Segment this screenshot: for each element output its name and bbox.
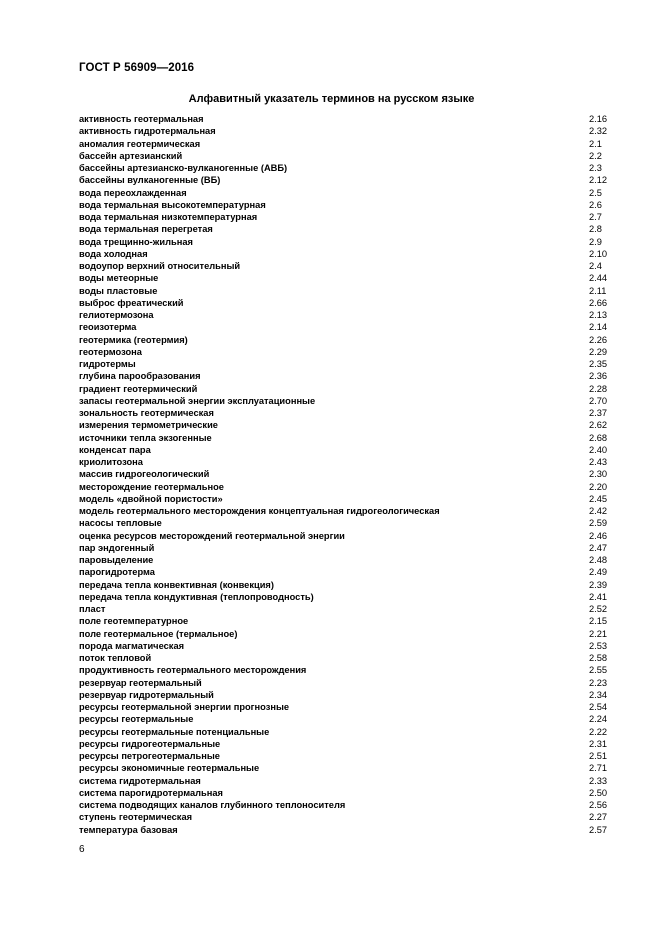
index-term: резервуар геотермальный [79,677,202,688]
index-term: система гидротермальная [79,775,201,786]
index-term-reference: 2.62 [589,420,608,431]
index-term-reference: 2.40 [589,444,608,455]
index-entry [79,272,611,284]
index-term-reference: 2.46 [589,530,608,541]
index-entry [79,787,611,799]
index-entry [79,677,611,689]
index-term: поток тепловой [79,653,152,663]
index-term-reference: 2.7 [589,212,602,222]
index-term-reference: 2.55 [589,665,608,676]
index-term-reference: 2.71 [589,763,608,774]
index-term-reference: 2.36 [589,371,608,382]
index-entry [79,762,611,774]
term-index-list [79,113,611,836]
index-term-reference: 2.31 [589,738,608,749]
index-entry [79,726,611,738]
index-entry [79,395,611,407]
index-entry [79,321,611,333]
index-entry [79,517,611,529]
index-term: система подводящих каналов глубинного теплоносителя [79,800,346,810]
index-entry [79,162,611,174]
index-entry [79,824,611,836]
index-entry [79,236,611,248]
index-term: передача тепла кондуктивная (теплопроводность) [79,591,314,602]
index-term-reference: 2.28 [589,383,608,394]
index-entry [79,125,611,137]
index-term: вода холодная [79,248,148,259]
index-entry [79,530,611,542]
index-term: воды метеорные [79,273,159,284]
index-entry [79,664,611,676]
index-term: вода термальная перегретая [79,224,213,235]
index-term-reference: 2.2 [589,150,602,161]
index-term-reference: 2.41 [589,591,608,602]
index-term: гидротермы [79,359,136,369]
index-entry [79,591,611,603]
index-entry [79,334,611,346]
index-entry [79,652,611,664]
index-entry [79,358,611,370]
index-entry [79,505,611,517]
index-term-reference: 2.9 [589,236,602,247]
index-term-reference: 2.51 [589,751,608,761]
index-entry [79,419,611,431]
index-term: резервуар гидротермальный [79,689,214,700]
index-term-reference: 2.59 [589,518,608,529]
index-entry [79,468,611,480]
index-term: геотермика (геотермия) [79,334,188,345]
index-entry [79,456,611,468]
index-term-reference: 2.43 [589,457,608,467]
index-term-reference: 2.11 [589,285,607,296]
index-term-reference: 2.24 [589,714,608,725]
index-term: ступень геотермическая [79,812,193,823]
index-term-reference: 2.21 [589,628,608,639]
index-entry [79,603,611,615]
index-term-reference: 2.10 [589,248,608,259]
index-term-reference: 2.37 [589,408,608,418]
index-term-reference: 2.8 [589,224,602,235]
index-entry [79,701,611,713]
index-term-reference: 2.42 [589,506,608,516]
index-term: температура базовая [79,824,178,835]
index-term-reference: 2.4 [589,261,602,271]
index-term: измерения термометрические [79,420,218,431]
index-term-reference: 2.3 [589,163,602,173]
index-term: ресурсы петрогеотермальные [79,751,220,761]
index-entry [79,309,611,321]
index-entry [79,383,611,395]
index-term: вода термальная низкотемпературная [79,212,258,222]
index-entry [79,566,611,578]
index-entry [79,285,611,297]
index-entry [79,432,611,444]
index-term-reference: 2.58 [589,653,608,663]
index-entry [79,223,611,235]
index-term-reference: 2.68 [589,432,608,443]
index-term-reference: 2.13 [589,310,608,320]
index-term-reference: 2.29 [589,346,608,357]
index-term: глубина парообразования [79,371,201,382]
index-term: поле геотемпературное [79,616,189,627]
index-term-reference: 2.53 [589,640,608,651]
document-code: ГОСТ Р 56909—2016 [79,62,195,74]
index-term: вода термальная высокотемпературная [79,199,266,210]
index-term: выброс фреатический [79,297,184,308]
index-term-reference: 2.44 [589,273,608,284]
index-entry [79,750,611,762]
index-term: ресурсы гидрогеотермальные [79,738,221,749]
index-term: ресурсы геотермальные [79,714,194,725]
index-term: источники тепла экзогенные [79,432,212,443]
index-entry [79,346,611,358]
index-entry [79,738,611,750]
index-entry [79,174,611,186]
index-term: ресурсы геотермальные потенциальные [79,726,270,737]
index-term-reference: 2.66 [589,297,608,308]
index-entry [79,150,611,162]
page-number: 6 [79,844,85,855]
index-term-reference: 2.54 [589,702,608,712]
index-term: активность гидротермальная [79,126,216,137]
index-term-reference: 2.22 [589,726,608,737]
index-term: пар эндогенный [79,542,155,553]
index-term: вода переохлажденная [79,187,187,198]
index-term-reference: 2.15 [589,616,608,627]
index-term: парогидротерма [79,567,155,578]
index-term-reference: 2.33 [589,775,608,786]
index-entry [79,260,611,272]
index-term: передача тепла конвективная (конвекция) [79,579,274,590]
index-term-reference: 2.1 [589,138,602,149]
index-entry [79,579,611,591]
index-term-reference: 2.26 [589,334,608,345]
index-entry [79,199,611,211]
index-term-reference: 2.39 [589,579,608,590]
index-term-reference: 2.56 [589,800,608,810]
index-term: зональность геотермическая [79,408,214,418]
index-term: пласт [79,604,106,614]
index-term: активность геотермальная [79,114,204,124]
index-term: паровыделение [79,555,154,565]
index-entry [79,370,611,382]
index-term: гелиотермозона [79,310,154,320]
index-term: продуктивность геотермального месторождения [79,665,307,676]
index-term-reference: 2.32 [589,126,608,137]
index-term: геоизотерма [79,322,137,333]
index-entry [79,297,611,309]
index-term: градиент геотермический [79,383,198,394]
index-term-reference: 2.6 [589,199,602,210]
index-entry [79,713,611,725]
index-term-reference: 2.49 [589,567,608,578]
index-term-reference: 2.16 [589,114,608,124]
index-entry [79,811,611,823]
index-entry [79,689,611,701]
index-term: бассейны артезианско-вулканогенные (АВБ) [79,163,288,173]
index-term-reference: 2.52 [589,604,608,614]
index-term-reference: 2.47 [589,542,608,553]
index-term: ресурсы экономичные геотермальные [79,763,260,774]
index-term-reference: 2.12 [589,175,608,186]
index-entry [79,248,611,260]
index-term: бассейны вулканогенные (ВБ) [79,175,221,186]
index-term: модель «двойной пористости» [79,493,223,504]
index-entry [79,554,611,566]
index-term-reference: 2.50 [589,787,608,798]
index-term: месторождение геотермальное [79,481,224,492]
index-term: модель геотермального месторождения концептуальная гидрогеологическая [79,506,440,516]
index-term-reference: 2.45 [589,493,608,504]
index-term-reference: 2.23 [589,677,608,688]
index-term: оценка ресурсов месторождений геотермальной энергии [79,530,345,541]
index-entry [79,799,611,811]
index-entry [79,113,611,125]
index-entry [79,640,611,652]
index-entry [79,138,611,150]
index-term: водоупор верхний относительный [79,261,241,271]
index-term-reference: 2.5 [589,187,602,198]
index-term: воды пластовые [79,285,158,296]
index-term-reference: 2.14 [589,322,608,333]
index-term-reference: 2.48 [589,555,608,565]
index-term-reference: 2.70 [589,395,608,406]
index-term-reference: 2.34 [589,689,608,700]
index-entry [79,187,611,199]
index-entry [79,211,611,223]
index-entry [79,628,611,640]
index-term-reference: 2.20 [589,481,608,492]
index-entry [79,481,611,493]
index-term: запасы геотермальной энергии эксплуатационные [79,395,316,406]
index-title: Алфавитный указатель терминов на русском языке [188,93,475,105]
index-term: массив гидрогеологический [79,469,210,480]
index-entry [79,615,611,627]
index-term: система парогидротермальная [79,787,223,798]
index-entry [79,493,611,505]
index-entry [79,444,611,456]
index-term: геотермозона [79,346,142,357]
index-term: ресурсы геотермальной энергии прогнозные [79,702,290,712]
index-entry [79,407,611,419]
index-term: поле геотермальное (термальное) [79,628,238,639]
index-term: вода трещинно-жильная [79,236,193,247]
index-entry [79,542,611,554]
index-term-reference: 2.30 [589,469,608,480]
index-term-reference: 2.27 [589,812,608,823]
index-term: бассейн артезианский [79,150,183,161]
index-term: аномалия геотермическая [79,138,201,149]
index-term: криолитозона [79,457,143,467]
index-term: насосы тепловые [79,518,162,529]
index-entry [79,775,611,787]
index-term: конденсат пара [79,444,151,455]
index-term: порода магматическая [79,640,185,651]
index-term-reference: 2.57 [589,824,608,835]
index-term-reference: 2.35 [589,359,608,369]
